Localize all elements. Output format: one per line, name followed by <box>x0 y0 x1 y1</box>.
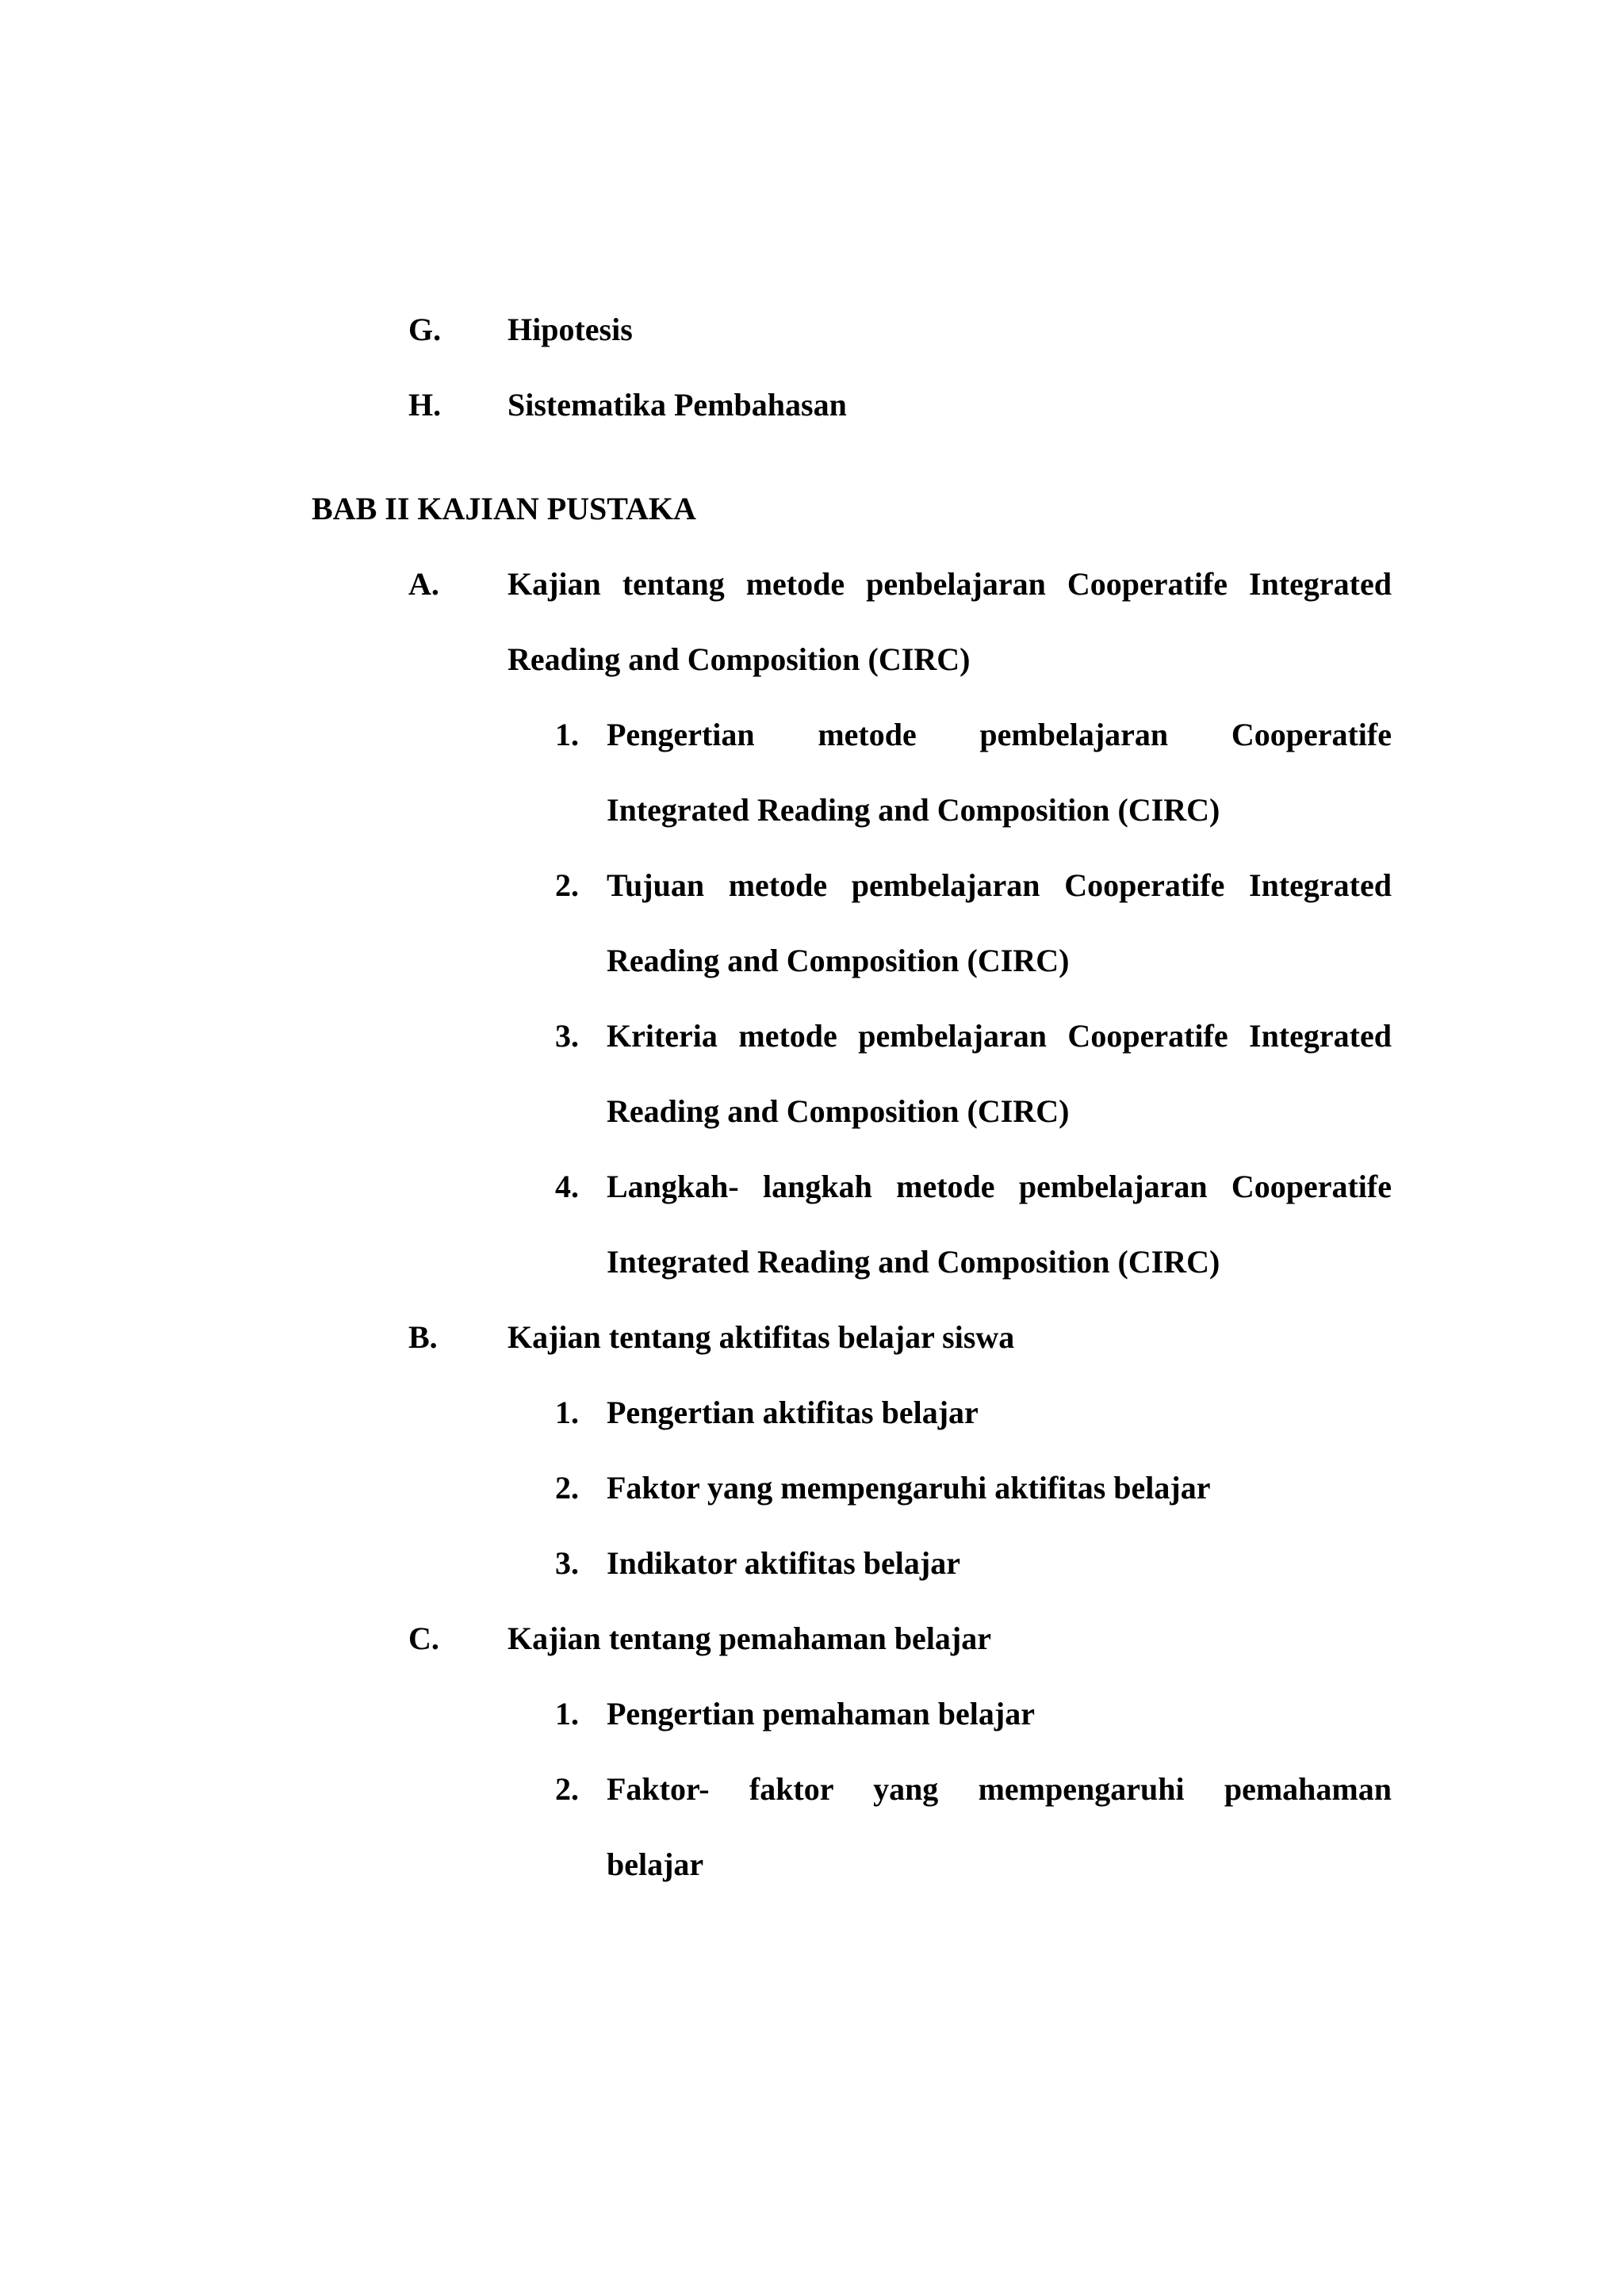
subsection-number: 3. <box>555 1545 579 1581</box>
subsection-a4-line2: Integrated Reading and Composition (CIRC) <box>607 1244 1220 1280</box>
section-b-title: Kajian tentang aktifitas belajar siswa <box>508 1319 1015 1355</box>
subsection-b1: Pengertian aktifitas belajar <box>607 1395 979 1430</box>
subsection-c1: Pengertian pemahaman belajar <box>607 1696 1035 1732</box>
subsection-a3-line2: Reading and Composition (CIRC) <box>607 1093 1070 1129</box>
chapter-heading: BAB II KAJIAN PUSTAKA <box>312 491 696 526</box>
subsection-a3-line1: Kriteria metode pembelajaran Cooperatife Integrated <box>607 1018 1392 1054</box>
section-a-title-line1: Kajian tentang metode penbelajaran Cooperatife Integrated <box>508 566 1392 602</box>
subsection-number: 4. <box>555 1169 579 1204</box>
subsection-a4-line1: Langkah- langkah metode pembelajaran Cooperatife <box>607 1169 1392 1204</box>
subsection-number: 1. <box>555 1395 579 1430</box>
section-c-title: Kajian tentang pemahaman belajar <box>508 1621 991 1656</box>
subsection-number: 2. <box>555 1470 579 1506</box>
subsection-b2: Faktor yang mempengaruhi aktifitas belajar <box>607 1470 1211 1506</box>
section-letter-a: A. <box>408 566 439 602</box>
item-title-sistematika: Sistematika Pembahasan <box>508 387 847 423</box>
section-a-title-line2: Reading and Composition (CIRC) <box>508 641 971 677</box>
subsection-c2-line2: belajar <box>607 1846 704 1882</box>
subsection-number: 1. <box>555 1696 579 1732</box>
item-letter-h: H. <box>408 387 442 423</box>
subsection-number: 3. <box>555 1018 579 1054</box>
subsection-number: 2. <box>555 867 579 903</box>
section-letter-b: B. <box>408 1319 438 1355</box>
subsection-a2-line1: Tujuan metode pembelajaran Cooperatife Integrated <box>607 867 1392 903</box>
item-title-hipotesis: Hipotesis <box>508 312 633 347</box>
subsection-a1-line2: Integrated Reading and Composition (CIRC) <box>607 792 1220 828</box>
subsection-b3: Indikator aktifitas belajar <box>607 1545 960 1581</box>
section-letter-c: C. <box>408 1621 439 1656</box>
item-letter-g: G. <box>408 312 442 347</box>
subsection-number: 1. <box>555 717 579 752</box>
subsection-a2-line2: Reading and Composition (CIRC) <box>607 943 1070 978</box>
subsection-c2-line1: Faktor- faktor yang mempengaruhi pemahaman <box>607 1771 1392 1807</box>
subsection-a1-line1: Pengertian metode pembelajaran Cooperatife <box>607 717 1392 752</box>
subsection-number: 2. <box>555 1771 579 1807</box>
